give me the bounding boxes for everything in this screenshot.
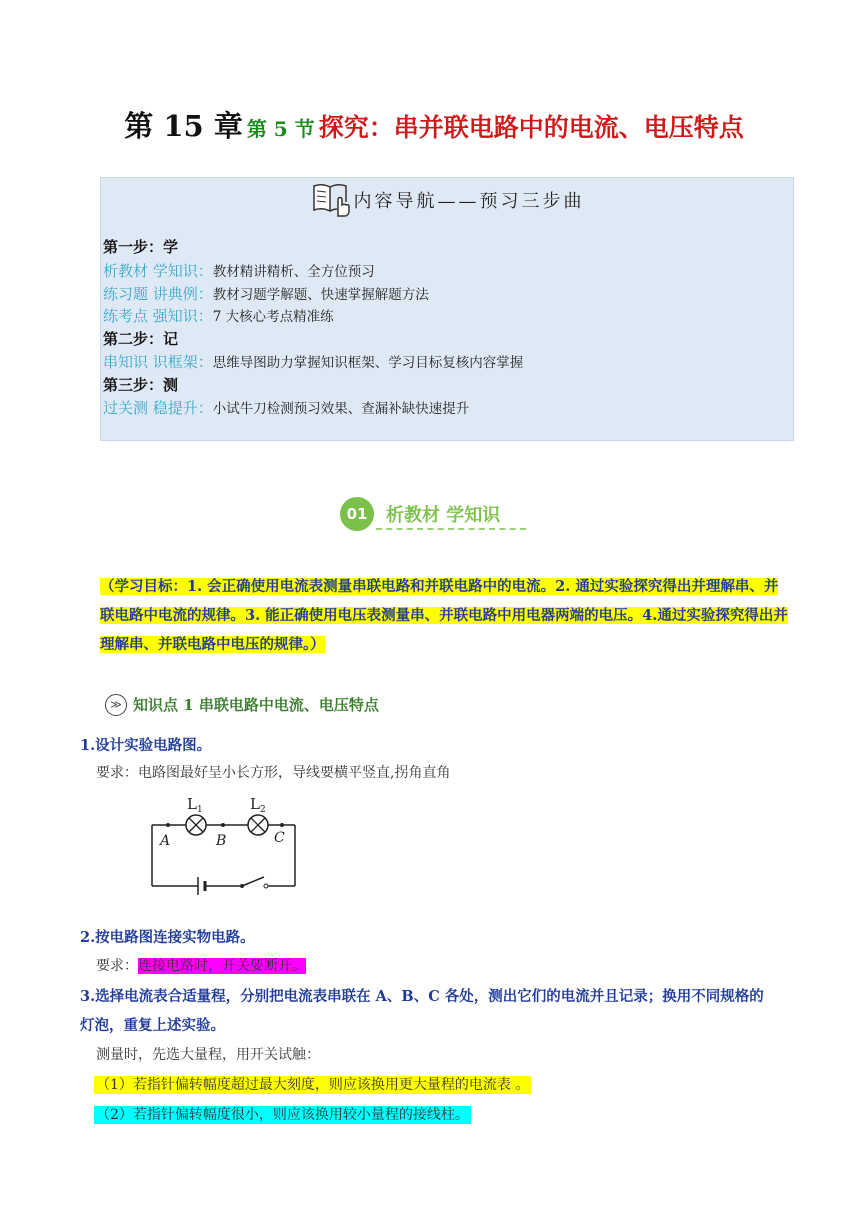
- lamp-l1-icon: [186, 815, 206, 835]
- title-topic: 探究：串并联电路中的电流、电压特点: [318, 113, 744, 142]
- step2-heading: 2.按电路图连接实物电路。: [80, 929, 255, 946]
- lamp-l2-icon: [248, 815, 268, 835]
- nav-item-4: 串知识 识框架：思维导图助力掌握知识框架、学习目标复核内容掌握: [103, 353, 524, 371]
- highlight-switch-off: 连接电路时，开关要断开。: [138, 958, 306, 974]
- step1-requirement: 要求：电路图最好呈小长方形，导线要横平竖直,拐角直角: [96, 765, 451, 781]
- label-c: C: [274, 830, 285, 846]
- step3-hint2: （2）若指针偏转幅度很小，则应该换用较小量程的接线柱。: [96, 1107, 469, 1123]
- section-underline: [376, 528, 526, 530]
- step3-note: 测量时，先选大量程，用开关试触：: [96, 1047, 320, 1063]
- section-header: [340, 497, 540, 537]
- section-label: 析教材 学知识: [386, 505, 501, 526]
- knowledge-point-title: 知识点 1 串联电路中电流、电压特点: [133, 696, 379, 714]
- nav-item-1: 析教材 学知识：教材精讲精析、全方位预习: [103, 262, 375, 280]
- nav-item-2: 练习题 讲典例：教材习题学解题、快速掌握解题方法: [103, 285, 429, 303]
- learning-objectives: （学习目标：1. 会正确使用电流表测量串联电路和并联电路中的电流。2. 通过实验探究得出并理解串、并联电路中电流的规律。3. 能正确使用电压表测量串、并联电路中用电器两端的电压。4.通过实验探究得出并理解串、并联电路中电压的规律。）: [100, 578, 788, 653]
- book-icon: [310, 178, 352, 222]
- nav-step-1: 第一步：学: [103, 238, 179, 256]
- step3-hint1: （1）若指针偏转幅度超过最大刻度，则应该换用更大量程的电流表 。: [96, 1077, 530, 1093]
- chapter-label: 第 15 章: [124, 109, 243, 143]
- step1-heading: 1.设计实验电路图。: [80, 737, 212, 754]
- nav-header: [101, 178, 793, 218]
- junction-b-dot: [221, 823, 225, 827]
- nav-step-2: 第二步：记: [103, 330, 179, 348]
- nav-item-5: 过关测 稳提升：小试牛刀检测预习效果、查漏补缺快速提升: [103, 399, 470, 417]
- step2-requirement: 要求：连接电路时，开关要断开。: [96, 958, 306, 974]
- section-label: 第 5 节: [246, 117, 315, 141]
- nav-item-3: 练考点 强知识：7 大核心考点精准练: [103, 307, 334, 325]
- label-l1: $L_1$: [187, 795, 203, 815]
- label-a: A: [160, 833, 171, 849]
- nav-step-3: 第三步：测: [103, 376, 179, 394]
- series-circuit-diagram: [140, 795, 310, 895]
- switch-icon: [240, 877, 268, 888]
- label-l2: $L_2$: [250, 795, 266, 815]
- arrow-circle-icon: ≫: [105, 694, 127, 716]
- step3-heading-line2: 灯泡，重复上述实验。: [80, 1017, 225, 1034]
- label-b: B: [216, 833, 227, 849]
- section-number: 01: [340, 497, 374, 531]
- page-title: [0, 104, 868, 145]
- junction-c-dot: [280, 823, 284, 827]
- nav-header-text: 内容导航——预习三步曲: [353, 191, 585, 212]
- content-navigation-box: [100, 177, 794, 441]
- battery-icon: [198, 877, 205, 895]
- step3-heading-line1: 3.选择电流表合适量程，分别把电流表串联在 A、B、C 各处，测出它们的电流并且记录；换用不同规格的: [80, 988, 764, 1005]
- junction-a-dot: [166, 823, 170, 827]
